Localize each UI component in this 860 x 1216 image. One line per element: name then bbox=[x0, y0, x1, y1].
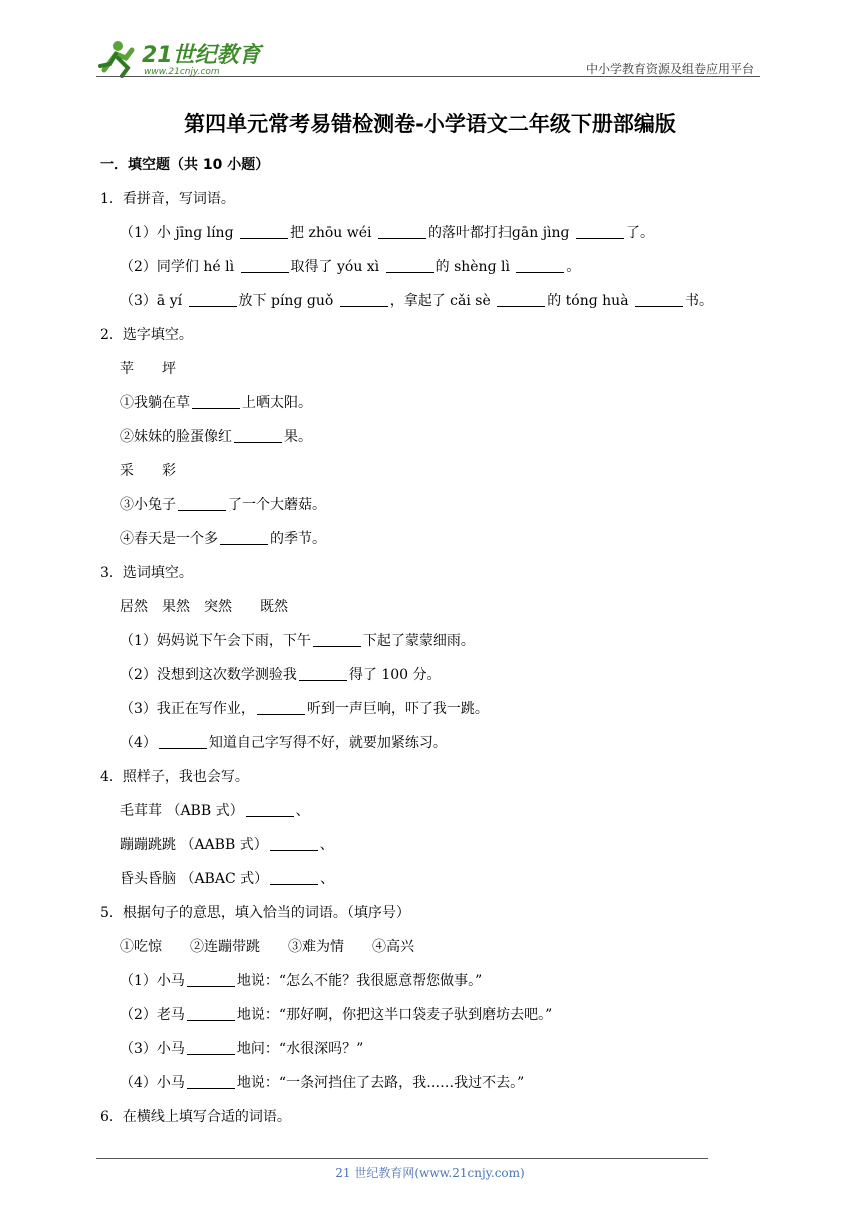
header-divider bbox=[96, 76, 760, 77]
answer-blank[interactable] bbox=[257, 700, 305, 715]
answer-blank[interactable] bbox=[497, 292, 545, 307]
q3-options: 居然 果然 突然 既然 bbox=[120, 599, 288, 615]
answer-blank[interactable] bbox=[187, 1074, 235, 1089]
q5-sentence-1: （1）小马 地说：“怎么不能？我很愿意帮您做事。” bbox=[120, 973, 483, 989]
q4-item-1: 毛茸茸 （ABB 式） 、 bbox=[120, 803, 310, 819]
q1-line-1: （1）小 jīnɡ línɡ 把 zhōu wéi 的落叶都打扫ɡān jìnɡ 了。 bbox=[120, 225, 654, 241]
q5-sentence-3: （3）小马 地问：“水很深吗？” bbox=[120, 1041, 364, 1057]
logo-url: www.21cnjy.com bbox=[144, 67, 220, 77]
answer-blank[interactable] bbox=[159, 734, 207, 749]
answer-blank[interactable] bbox=[241, 258, 289, 273]
answer-blank[interactable] bbox=[187, 972, 235, 987]
document-title: 第四单元常考易错检测卷-小学语文二年级下册部编版 bbox=[184, 112, 676, 136]
q5-sentence-2: （2）老马 地说：“那好啊，你把这半口袋麦子驮到磨坊去吧。” bbox=[120, 1007, 553, 1023]
page-header bbox=[96, 36, 760, 78]
answer-blank[interactable] bbox=[246, 802, 294, 817]
q2-sentence-2: ②妹妹的脸蛋像红 果。 bbox=[120, 429, 312, 445]
q4-item-3: 昏头昏脑 （ABAC 式） 、 bbox=[120, 871, 335, 887]
header-platform-text: 中小学教育资源及组卷应用平台 bbox=[585, 62, 754, 76]
q5-options: ①吃惊 ②连蹦带跳 ③难为情 ④高兴 bbox=[120, 939, 414, 955]
answer-blank[interactable] bbox=[270, 870, 318, 885]
logo-text: 21世纪教育 bbox=[142, 43, 261, 68]
q2-sentence-3: ③小兔子 了一个大蘑菇。 bbox=[120, 497, 326, 513]
question-content bbox=[100, 148, 760, 1134]
answer-blank[interactable] bbox=[386, 258, 434, 273]
section-heading: 一．填空题（共 10 小题） bbox=[100, 157, 270, 173]
answer-blank[interactable] bbox=[299, 666, 347, 681]
answer-blank[interactable] bbox=[378, 224, 426, 239]
answer-blank[interactable] bbox=[516, 258, 564, 273]
site-logo bbox=[96, 36, 266, 78]
q1-line-3: （3）ā yí 放下 pínɡ ɡuǒ ，拿起了 cǎi sè 的 tónɡ huà 书。 bbox=[120, 293, 714, 309]
q3-sentence-1: （1）妈妈说下午会下雨，下午 下起了蒙蒙细雨。 bbox=[120, 633, 475, 649]
q2-stem: 2．选字填空。 bbox=[100, 327, 193, 343]
q3-stem: 3．选词填空。 bbox=[100, 565, 193, 581]
answer-blank[interactable] bbox=[192, 394, 240, 409]
q2-options-2: 采 彩 bbox=[120, 463, 176, 479]
q2-options-1: 苹 坪 bbox=[120, 361, 176, 377]
q6-stem: 6．在横线上填写合适的词语。 bbox=[100, 1109, 291, 1125]
q4-item-2: 蹦蹦跳跳 （AABB 式） 、 bbox=[120, 837, 334, 853]
footer-divider bbox=[96, 1158, 708, 1159]
q1-line-2: （2）同学们 hé lì 取得了 yóu xì 的 shènɡ lì 。 bbox=[120, 259, 581, 275]
answer-blank[interactable] bbox=[313, 632, 361, 647]
q2-sentence-1: ①我躺在草 上晒太阳。 bbox=[120, 395, 312, 411]
q5-stem: 5．根据句子的意思，填入恰当的词语。（填序号） bbox=[100, 905, 410, 921]
answer-blank[interactable] bbox=[240, 224, 288, 239]
answer-blank[interactable] bbox=[189, 292, 237, 307]
answer-blank[interactable] bbox=[270, 836, 318, 851]
answer-blank[interactable] bbox=[234, 428, 282, 443]
answer-blank[interactable] bbox=[220, 530, 268, 545]
q2-sentence-4: ④春天是一个多 的季节。 bbox=[120, 531, 326, 547]
answer-blank[interactable] bbox=[187, 1040, 235, 1055]
answer-blank[interactable] bbox=[635, 292, 683, 307]
q4-stem: 4．照样子，我也会写。 bbox=[100, 769, 249, 785]
answer-blank[interactable] bbox=[178, 496, 226, 511]
answer-blank[interactable] bbox=[340, 292, 388, 307]
q5-sentence-4: （4）小马 地说：“一条河挡住了去路，我……我过不去。” bbox=[120, 1075, 525, 1091]
q3-sentence-2: （2）没想到这次数学测验我 得了 100 分。 bbox=[120, 667, 441, 683]
answer-blank[interactable] bbox=[576, 224, 624, 239]
q3-sentence-4: （4） 知道自己字写得不好，就要加紧练习。 bbox=[120, 735, 447, 751]
q3-sentence-3: （3）我正在写作业， 听到一声巨响，吓了我一跳。 bbox=[120, 701, 489, 717]
answer-blank[interactable] bbox=[187, 1006, 235, 1021]
q1-stem: 1．看拼音，写词语。 bbox=[100, 191, 235, 207]
footer-link[interactable]: 21 世纪教育网(www.21cnjy.com) bbox=[335, 1166, 525, 1180]
